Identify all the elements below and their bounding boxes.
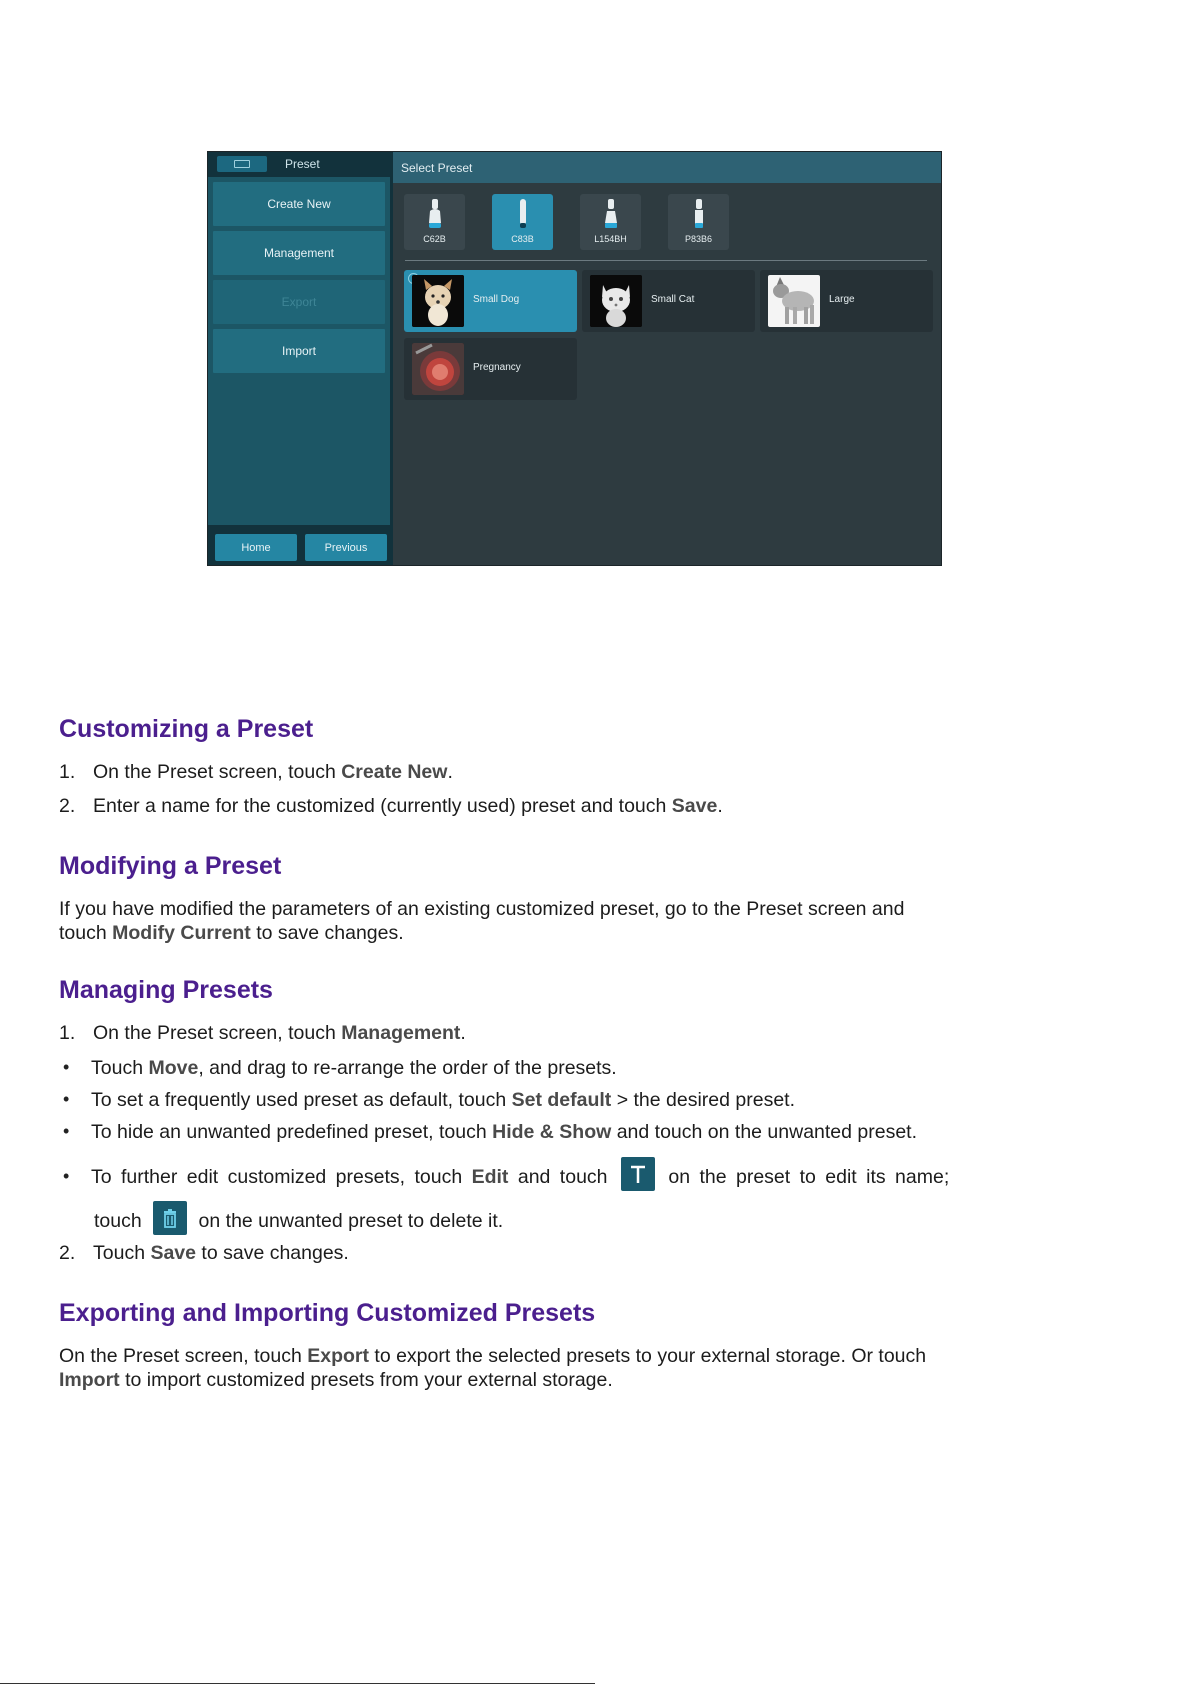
preset-label: Large: [829, 294, 855, 305]
bullet: •: [63, 1057, 70, 1077]
probe-c62b[interactable]: [404, 194, 465, 250]
customize-step-1: 1. On the Preset screen, touch Create New.: [59, 761, 453, 783]
sidebar-title: Preset: [285, 157, 320, 171]
preset-label: Small Cat: [651, 294, 695, 305]
large-dog-image: [768, 275, 820, 327]
preset-pregnancy[interactable]: [404, 338, 577, 400]
manage-bullet-set-default: To set a frequently used preset as default, touch Set default > the desired preset.: [91, 1089, 796, 1111]
modify-paragraph-line-1: If you have modified the parameters of an existing customized preset, go to the Preset screen and: [59, 898, 905, 920]
sidebar-divider: [390, 152, 393, 565]
previous-button[interactable]: Previous: [305, 534, 387, 561]
probe-label: C83B: [511, 234, 534, 244]
bullet: •: [63, 1166, 70, 1186]
probe-label: C62B: [423, 234, 446, 244]
preset-screen-screenshot: [207, 151, 942, 566]
manage-bullet-edit: To further edit customized presets, touch Edit and touch on the preset to edit its name;: [91, 1165, 949, 1191]
management-button[interactable]: Management: [213, 231, 385, 275]
convex-probe-icon: [428, 199, 442, 229]
manage-step-1: 1. On the Preset screen, touch Management.: [59, 1022, 466, 1044]
probe-label: L154BH: [594, 234, 627, 244]
main-header: [393, 152, 941, 183]
preset-large[interactable]: [760, 270, 933, 332]
create-new-button[interactable]: Create New: [213, 182, 385, 226]
probe-label: P83B6: [684, 234, 713, 244]
pregnancy-image: [412, 343, 464, 395]
probe-p83b6[interactable]: [668, 194, 729, 250]
separator: [405, 260, 927, 261]
manage-bullet-move: Touch Move, and drag to re-arrange the order of the presets.: [91, 1057, 617, 1079]
small-cat-image: [590, 275, 642, 327]
export-paragraph-line-2: Import to import customized presets from your external storage.: [59, 1369, 613, 1391]
text-T-icon: [621, 1157, 655, 1191]
preset-label: Small Dog: [473, 294, 520, 305]
probe-l154bh[interactable]: [580, 194, 641, 250]
modify-paragraph-line-2: touch Modify Current to save changes.: [59, 922, 404, 944]
page-footer-rule: [0, 1683, 595, 1684]
bullet: •: [63, 1121, 70, 1141]
keyboard-icon[interactable]: [217, 156, 267, 172]
import-button[interactable]: Import: [213, 329, 385, 373]
small-dog-image: [412, 275, 464, 327]
bullet: •: [63, 1089, 70, 1109]
customize-step-2: 2. Enter a name for the customized (currently used) preset and touch Save.: [59, 795, 723, 817]
micro-convex-probe-icon: [516, 199, 530, 229]
heading-exporting-importing: Exporting and Importing Customized Presets: [59, 1299, 596, 1327]
preset-label: Pregnancy: [473, 362, 521, 373]
preset-small-dog[interactable]: [404, 270, 577, 332]
main-title: Select Preset: [401, 161, 473, 175]
heading-managing: Managing Presets: [59, 976, 273, 1004]
heading-modifying: Modifying a Preset: [59, 852, 282, 880]
probe-c83b[interactable]: [492, 194, 553, 250]
export-paragraph-line-1: On the Preset screen, touch Export to export the selected presets to your external storage. Or touch: [59, 1345, 927, 1367]
home-button[interactable]: Home: [215, 534, 297, 561]
manage-step-2: 2. Touch Save to save changes.: [59, 1242, 349, 1264]
phased-array-probe-icon: [692, 199, 706, 229]
manage-bullet-hide-show: To hide an unwanted predefined preset, touch Hide & Show and touch on the unwanted preset.: [91, 1121, 918, 1143]
preset-small-cat[interactable]: [582, 270, 755, 332]
linear-probe-icon: [604, 199, 618, 229]
manage-bullet-delete: touch on the unwanted preset to delete it.: [94, 1209, 503, 1235]
trash-icon: [153, 1201, 187, 1235]
sidebar-header: [208, 152, 390, 177]
heading-customizing: Customizing a Preset: [59, 715, 314, 743]
export-button[interactable]: Export: [213, 280, 385, 324]
sidebar: [208, 152, 390, 565]
